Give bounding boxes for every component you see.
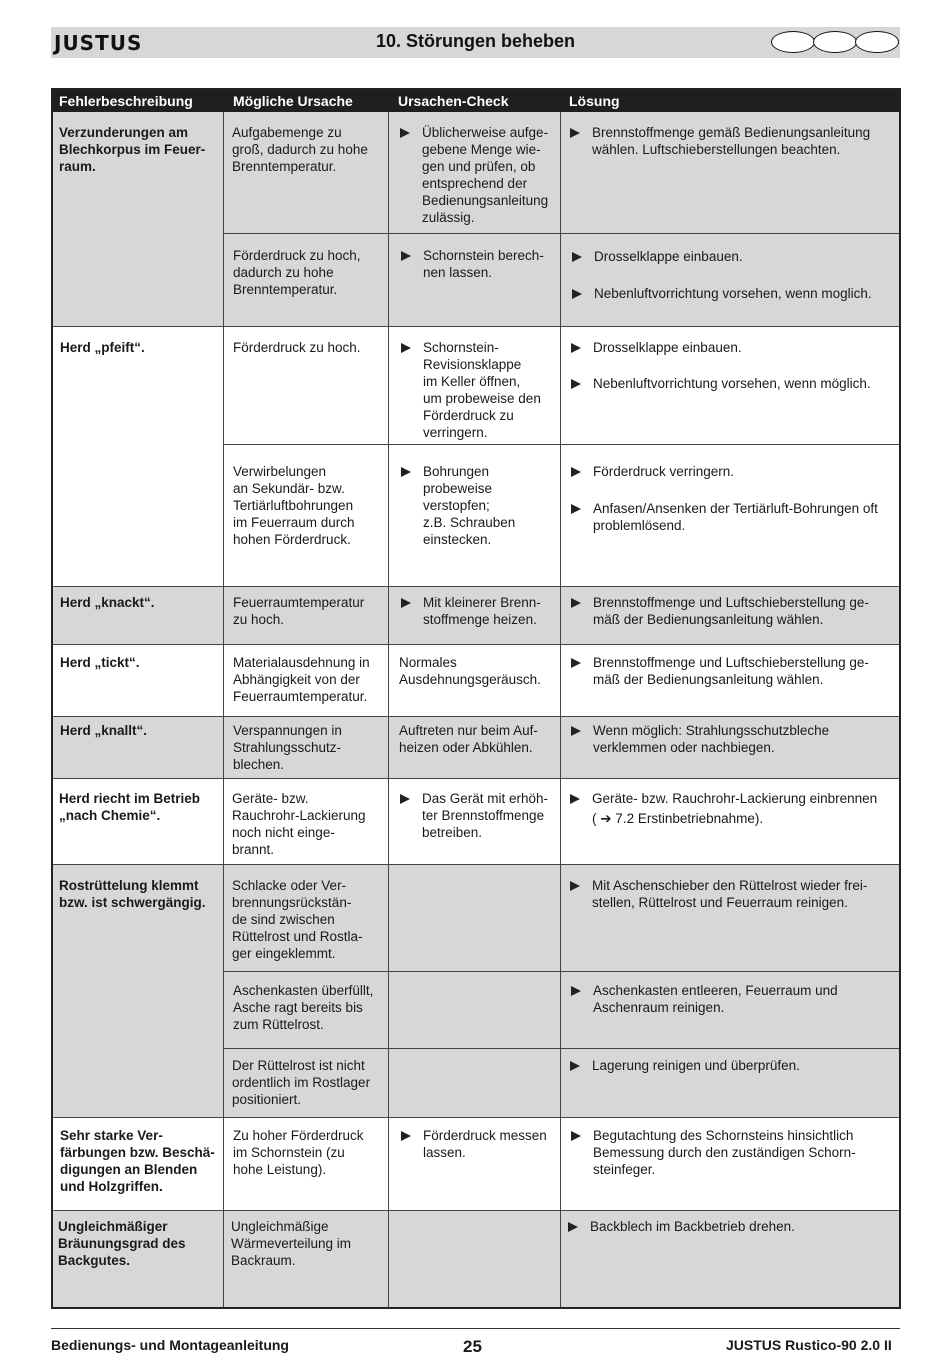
solution-item: Brennstoffmenge gemäß Bedienungsanleitung wählen. Luftschieberstellungen beachten.: [570, 124, 895, 158]
triangle-bullet-icon: [571, 343, 581, 353]
check-item: Üblicherweise aufge- gebene Menge wie- gen und prüfen, ob entsprechend der Bedienungsanleitung zulässig.: [400, 124, 558, 226]
problem-text: Rostrüttelung klemmt bzw. ist schwergängig.: [59, 878, 206, 910]
triangle-bullet-icon: [570, 1061, 580, 1071]
column-header-solution: Lösung: [569, 93, 620, 109]
solution-item: Wenn möglich: Strahlungsschutzbleche verklemmen oder nachbiegen.: [571, 722, 896, 756]
check-item: Mit kleinerer Brenn- stoffmenge heizen.: [401, 594, 559, 628]
triangle-bullet-icon: [400, 794, 410, 804]
problem-text: Ungleichmäßiger Bräunungsgrad des Backgutes.: [58, 1219, 186, 1268]
check-item: Bohrungen probeweise verstopfen; z.B. Schrauben einstecken.: [401, 463, 559, 548]
solution-item: Nebenluftvorrichtung vorsehen, wenn moglich.: [572, 285, 897, 302]
triangle-bullet-icon: [401, 598, 411, 608]
page-number: 25: [463, 1337, 482, 1356]
cause-text: Zu hoher Förderdruck im Schornstein (zu hohe Leistung).: [233, 1128, 364, 1177]
cause-text: Aufgabemenge zu groß, dadurch zu hohe Brenntemperatur.: [232, 125, 368, 174]
problem-text: Herd „knackt“.: [60, 595, 155, 610]
solution-item: Drosselklappe einbauen.: [572, 248, 897, 265]
footer-manual-title: Bedienungs- und Montageanleitung: [51, 1337, 289, 1353]
solution-item: Brennstoffmenge und Luftschieberstellung ge- mäß der Bedienungsanleitung wählen.: [571, 654, 896, 688]
check-item: Schornstein- Revisionsklappe im Keller öffnen, um probeweise den Förderdruck zu verringern.: [401, 339, 559, 441]
solution-item: Geräte- bzw. Rauchrohr-Lackierung einbrennen: [570, 790, 895, 807]
check-item: Förderdruck messen lassen.: [401, 1127, 559, 1161]
check-text: Auftreten nur beim Auf- heizen oder Abkühlen.: [399, 723, 538, 755]
cause-text: Verspannungen in Strahlungsschutz- blechen.: [233, 723, 342, 772]
triangle-bullet-icon: [571, 658, 581, 668]
cause-text: Ungleichmäßige Wärmeverteilung im Backraum.: [231, 1219, 352, 1268]
problem-text: Herd „knallt“.: [60, 723, 148, 738]
solution-item: Nebenluftvorrichtung vorsehen, wenn möglich.: [571, 375, 896, 392]
solution-item: Mit Aschenschieber den Rüttelrost wieder frei- stellen, Rüttelrost und Feuerraum reinigen.: [570, 877, 895, 911]
triangle-bullet-icon: [571, 986, 581, 996]
check-item: Schornstein berech- nen lassen.: [401, 247, 559, 281]
solution-item: Drosselklappe einbauen.: [571, 339, 896, 356]
triangle-bullet-icon: [570, 881, 580, 891]
triangle-bullet-icon: [401, 251, 411, 261]
column-header-check: Ursachen-Check: [398, 93, 509, 109]
column-header-problem: Fehlerbeschreibung: [59, 93, 193, 109]
footer-product-name: JUSTUS Rustico-90 2.0 II: [726, 1337, 892, 1353]
problem-text: Sehr starke Ver- färbungen bzw. Beschä- digungen an Blenden und Holzgriffen.: [60, 1128, 215, 1194]
solution-item: Anfasen/Ansenken der Tertiärluft-Bohrungen oft problemlösend.: [571, 500, 896, 534]
solution-item: Brennstoffmenge und Luftschieberstellung ge- mäß der Bedienungsanleitung wählen.: [571, 594, 896, 628]
footer-divider: [51, 1328, 900, 1329]
triangle-bullet-icon: [571, 726, 581, 736]
table-header: [53, 90, 899, 112]
triangle-bullet-icon: [571, 467, 581, 477]
problem-text: Herd „tickt“.: [60, 655, 140, 670]
solution-item: Lagerung reinigen und überprüfen.: [570, 1057, 895, 1074]
solution-reference-link[interactable]: ( ➔ 7.2 Erstinbetriebnahme).: [592, 811, 764, 826]
troubleshooting-table: [51, 88, 901, 1309]
brand-logo: JUSTUS: [54, 31, 143, 55]
cause-text: Förderdruck zu hoch.: [233, 340, 361, 355]
cause-text: Förderdruck zu hoch, dadurch zu hohe Brenntemperatur.: [233, 248, 361, 297]
cause-text: Aschenkasten überfüllt, Asche ragt bereits bis zum Rüttelrost.: [233, 983, 374, 1032]
solution-item: Begutachtung des Schornsteins hinsichtlich Bemessung durch den zuständigen Schorn- steinfeger.: [571, 1127, 896, 1178]
check-text: Normales Ausdehnungsgeräusch.: [399, 655, 541, 687]
cause-text: Geräte- bzw. Rauchrohr-Lackierung noch nicht einge- brannt.: [232, 791, 366, 857]
problem-text: Herd riecht im Betrieb „nach Chemie“.: [59, 791, 201, 823]
triangle-bullet-icon: [572, 252, 582, 262]
cause-text: Verwirbelungen an Sekundär- bzw. Tertiärluftbohrungen im Feuerraum durch hohen Förderdruck.: [233, 464, 355, 547]
triangle-bullet-icon: [571, 379, 581, 389]
cause-text: Feuerraumtemperatur zu hoch.: [233, 595, 365, 627]
triangle-bullet-icon: [401, 343, 411, 353]
check-item: Das Gerät mit erhöh- ter Brennstoffmenge betreiben.: [400, 790, 558, 841]
triangle-bullet-icon: [572, 289, 582, 299]
triangle-bullet-icon: [571, 1131, 581, 1141]
cause-text: Der Rüttelrost ist nicht ordentlich im Rostlager positioniert.: [232, 1058, 371, 1107]
triangle-bullet-icon: [568, 1222, 578, 1232]
language-ovals-icon: [771, 31, 899, 55]
cause-text: Schlacke oder Ver- brennungsrückstän- de sind zwischen Rüttelrost und Rostla- ger eingeklemmt.: [232, 878, 363, 961]
triangle-bullet-icon: [571, 504, 581, 514]
triangle-bullet-icon: [401, 1131, 411, 1141]
column-header-cause: Mögliche Ursache: [233, 93, 353, 109]
triangle-bullet-icon: [401, 467, 411, 477]
page-title: 10. Störungen beheben: [376, 31, 576, 51]
triangle-bullet-icon: [400, 128, 410, 138]
triangle-bullet-icon: [570, 794, 580, 804]
problem-text: Herd „pfeift“.: [60, 340, 145, 355]
triangle-bullet-icon: [571, 598, 581, 608]
solution-item: Förderdruck verringern.: [571, 463, 896, 480]
cause-text: Materialausdehnung in Abhängigkeit von der Feuerraumtemperatur.: [233, 655, 370, 704]
triangle-bullet-icon: [570, 128, 580, 138]
solution-item: Aschenkasten entleeren, Feuerraum und Aschenraum reinigen.: [571, 982, 896, 1016]
problem-text: Verzunderungen am Blechkorpus im Feuer- raum.: [59, 125, 206, 174]
solution-item: Backblech im Backbetrieb drehen.: [568, 1218, 893, 1235]
